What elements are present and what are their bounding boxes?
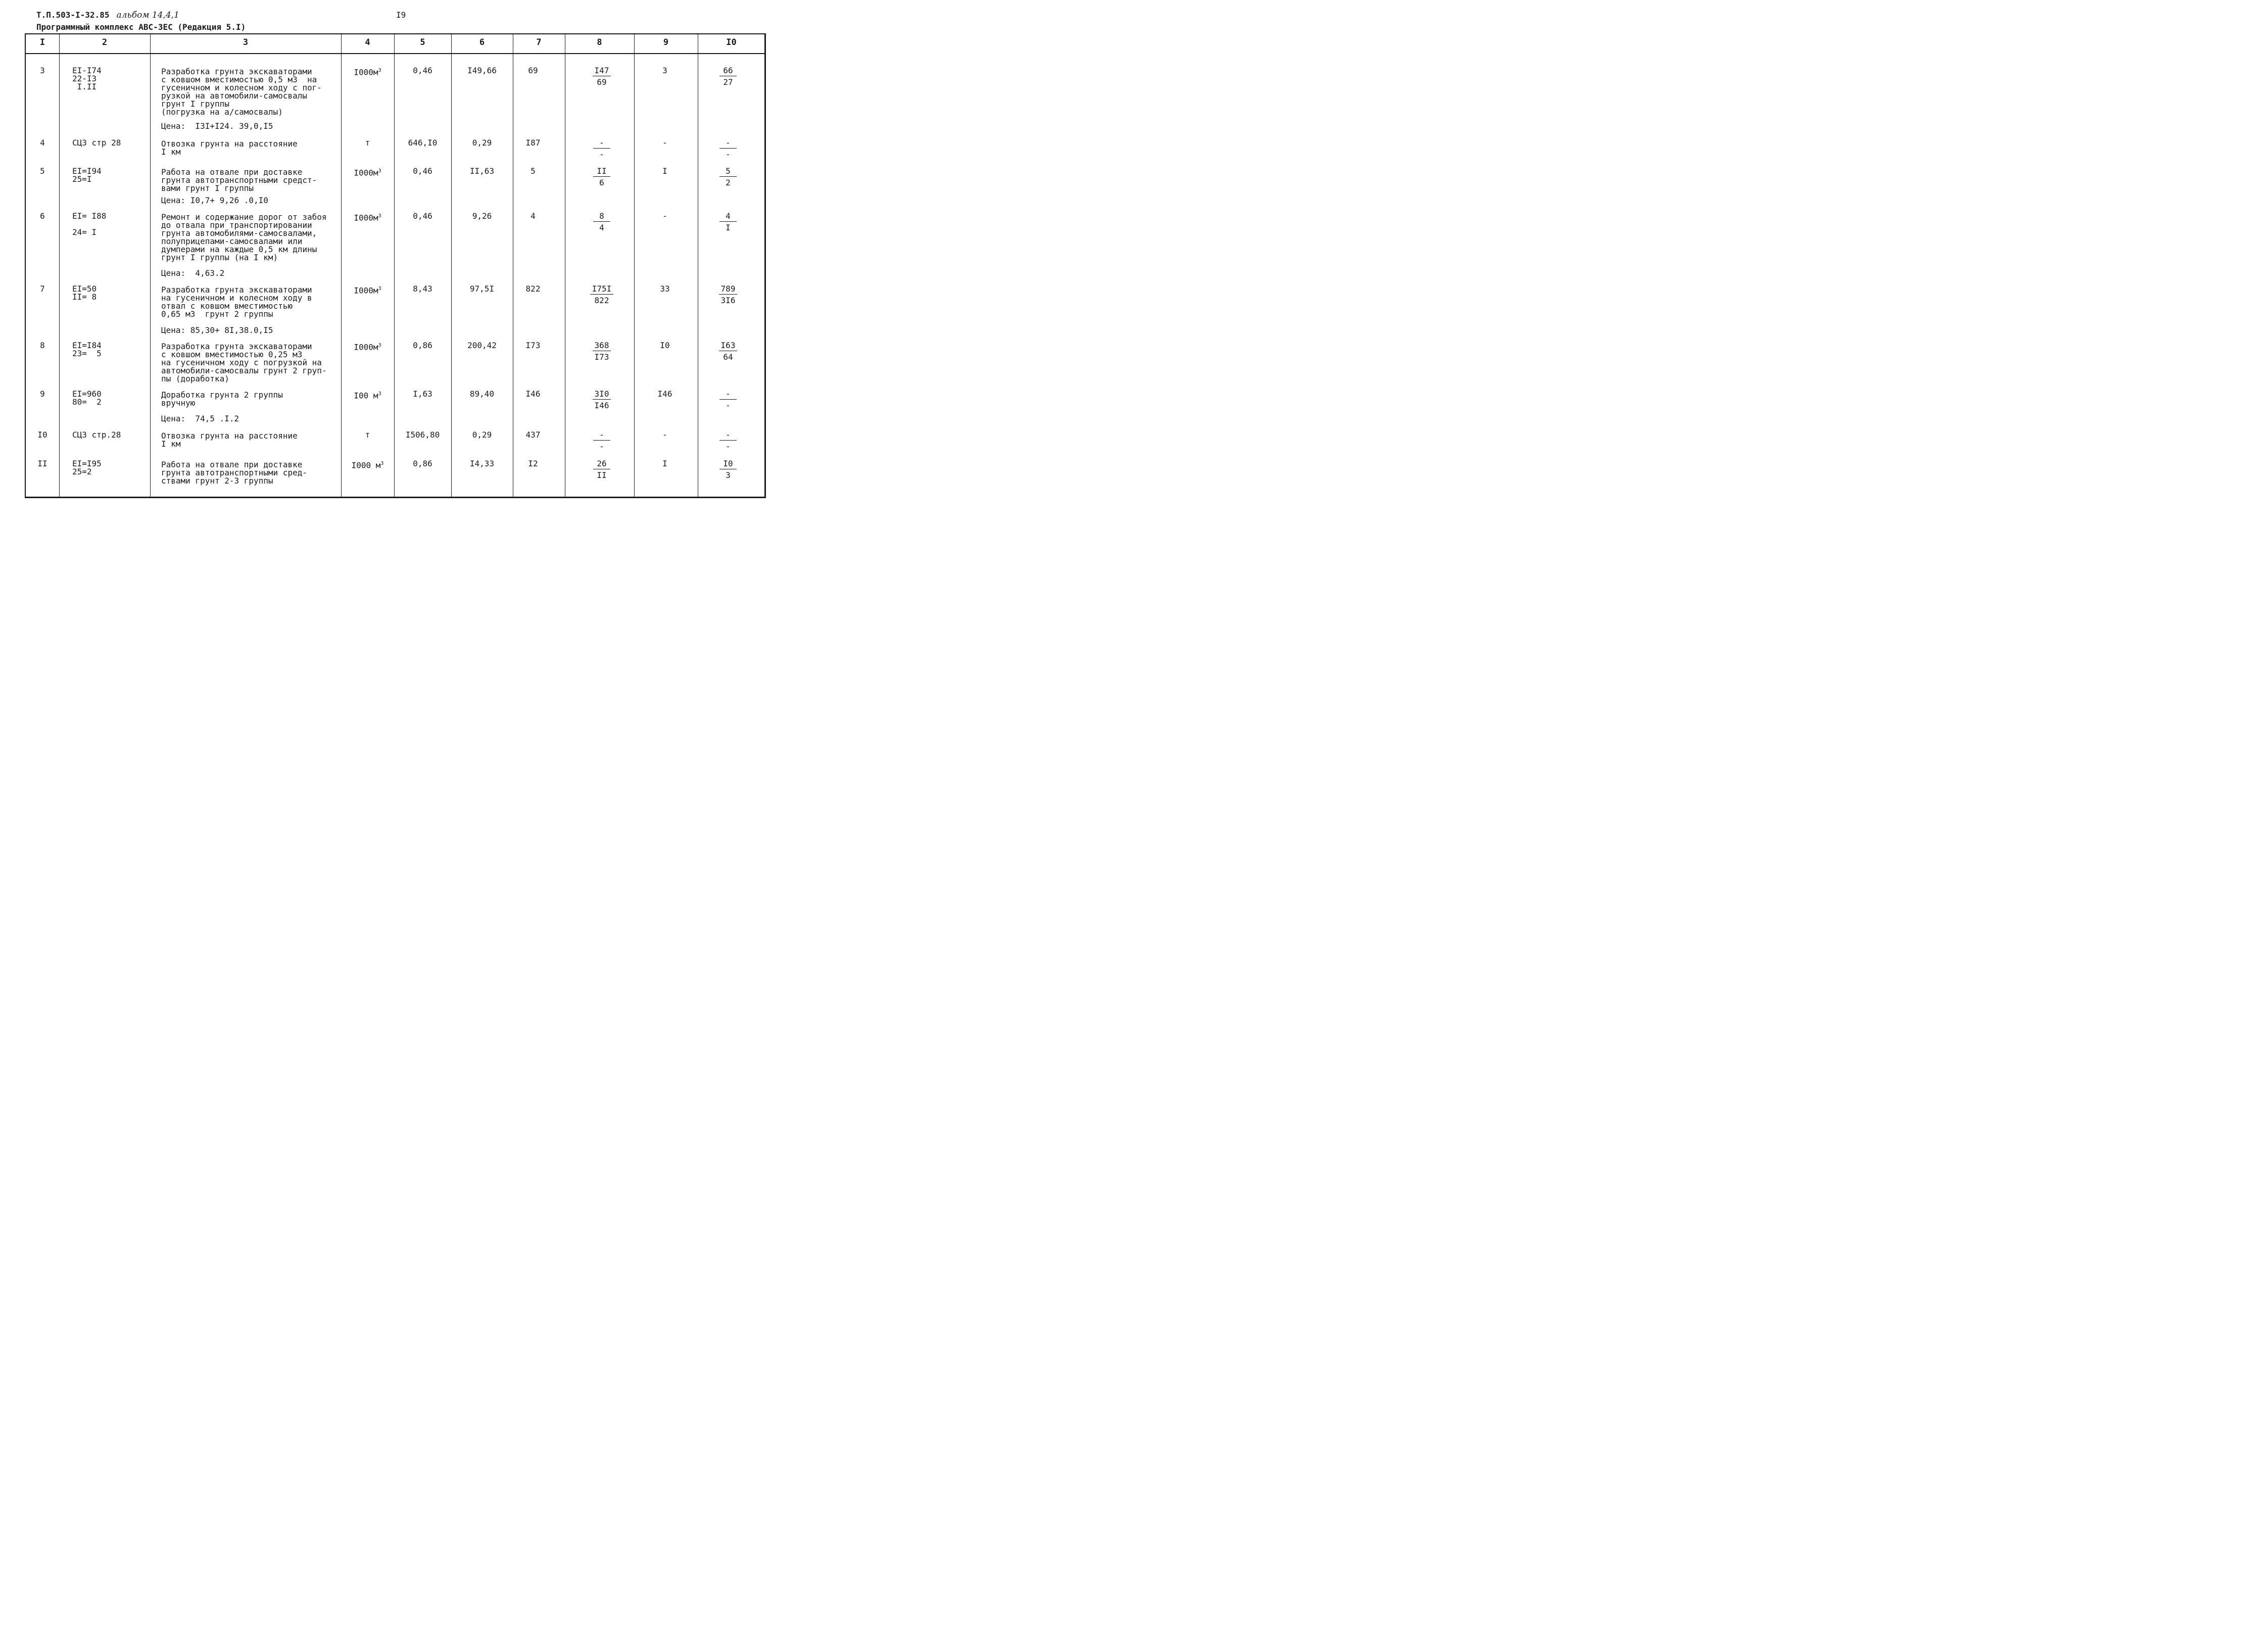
col8-value xyxy=(582,459,622,480)
row-number: 6 xyxy=(40,211,45,221)
total-cost: I87 xyxy=(525,138,541,148)
norm-code: EI=50 II= 8 xyxy=(72,284,97,302)
col8-value-denominator: 6 xyxy=(599,178,604,187)
col10-value-numerator: 4 xyxy=(719,212,737,222)
col10-value xyxy=(708,284,748,306)
total-cost: I73 xyxy=(525,341,541,350)
work-description: Работа на отвале при доставке грунта автотранспортными средст- вами грунт I группы xyxy=(161,167,317,193)
work-description: Отвозка грунта на расстояние I км xyxy=(161,139,298,157)
total-cost: 822 xyxy=(525,284,541,294)
unit-rate: 0,29 xyxy=(472,430,492,440)
total-cost: I2 xyxy=(528,459,538,468)
estimate-table xyxy=(25,33,766,498)
row-number: I0 xyxy=(37,430,47,440)
col10-value-denominator: - xyxy=(726,442,731,451)
unit-text: т xyxy=(365,430,370,440)
col8-value xyxy=(582,138,622,160)
doc-code-line xyxy=(36,10,179,20)
col10-value-denominator: 3 xyxy=(726,470,731,480)
price-formula: Цена: 85,30+ 8I,38.0,I5 xyxy=(161,325,273,335)
col9-value: I46 xyxy=(657,389,672,399)
quantity: 0,86 xyxy=(413,459,432,468)
row-number: 3 xyxy=(40,66,45,75)
quantity: I506,80 xyxy=(405,430,440,440)
col8-value-numerator: II xyxy=(593,167,610,177)
col10-value xyxy=(708,389,748,411)
col8-value-denominator: 69 xyxy=(597,77,607,87)
unit-exponent: 3 xyxy=(378,343,381,348)
unit-text: I000м xyxy=(354,285,378,296)
unit xyxy=(341,342,394,351)
unit-rate: 97,5I xyxy=(469,284,495,294)
col10-value xyxy=(708,138,748,160)
norm-code: EI=I95 25=2 xyxy=(72,459,102,476)
col8-value xyxy=(582,66,622,87)
unit-text: I000м xyxy=(354,67,378,77)
norm-code: СЦ3 стр.28 xyxy=(72,430,121,440)
col10-value-denominator: 27 xyxy=(723,77,733,87)
col10-value-numerator: - xyxy=(719,138,737,149)
col8-value xyxy=(582,430,622,452)
unit-text: I000 м xyxy=(351,460,381,470)
col10-value xyxy=(708,211,748,233)
column-header-5: 5 xyxy=(420,37,425,47)
col8-value xyxy=(582,389,622,411)
column-header-1: I xyxy=(39,37,45,47)
col10-value-numerator: I63 xyxy=(719,341,738,351)
unit-exponent: 3 xyxy=(380,461,384,466)
program-subtitle: Программный комплекс АВС-3ЕС (Редакция 5.I) xyxy=(36,22,246,32)
total-cost: 4 xyxy=(530,211,536,221)
unit-exponent: 3 xyxy=(378,168,381,174)
norm-code: EI=I84 23= 5 xyxy=(72,341,102,358)
unit-rate: I49,66 xyxy=(467,66,497,75)
total-cost: 69 xyxy=(528,66,538,75)
work-description: Разработка грунта экскаваторами с ковшом вместимостью 0,25 м3 на гусеничном ходу с погрузкой на автомобили-самосвалы грунт 2 груп- пы (доработка) xyxy=(161,342,327,383)
handwritten-note: альбом 14,4,1 xyxy=(116,10,179,20)
norm-code: EI=I94 25=I xyxy=(72,166,102,184)
col10-value-numerator: 66 xyxy=(719,66,737,76)
unit xyxy=(341,212,394,222)
unit xyxy=(341,139,394,147)
col10-value-numerator: - xyxy=(719,390,737,400)
col8-value-numerator: I75I xyxy=(590,284,614,295)
col9-value: - xyxy=(662,211,667,221)
col8-value-numerator: I47 xyxy=(593,66,611,76)
unit-exponent: 3 xyxy=(378,391,381,397)
col9-value: I xyxy=(662,459,667,468)
column-header-2: 2 xyxy=(102,37,108,47)
column-header-9: 9 xyxy=(663,37,669,47)
col8-value xyxy=(582,341,622,362)
col10-value-numerator: - xyxy=(719,430,737,441)
col9-value: - xyxy=(662,138,667,148)
norm-code: СЦ3 стр 28 xyxy=(72,138,121,148)
col10-value-denominator: 64 xyxy=(723,352,733,362)
unit xyxy=(341,460,394,469)
unit-text: I000м xyxy=(354,168,378,178)
col10-value xyxy=(708,430,748,452)
col8-value-denominator: - xyxy=(599,150,604,159)
col9-value: 3 xyxy=(662,66,667,75)
col10-value xyxy=(708,166,748,188)
price-formula: Цена: 74,5 .I.2 xyxy=(161,414,239,423)
unit xyxy=(341,390,394,400)
col9-value: - xyxy=(662,430,667,440)
unit-rate: 0,29 xyxy=(472,138,492,148)
unit xyxy=(341,431,394,439)
column-header-8: 8 xyxy=(597,37,602,47)
column-header-6: 6 xyxy=(479,37,485,47)
total-cost: I46 xyxy=(525,389,541,399)
col8-value-numerator: - xyxy=(593,138,610,149)
work-description: Отвозка грунта на расстояние I км xyxy=(161,431,298,449)
unit-rate: I4,33 xyxy=(469,459,495,468)
col8-value-numerator: 26 xyxy=(593,459,610,469)
work-description: Работа на отвале при доставке грунта автотранспортными сред- ствами грунт 2-3 группы xyxy=(161,460,307,486)
price-formula: Цена: I3I+I24. 39,0,I5 xyxy=(161,121,273,131)
col8-value-denominator: - xyxy=(599,442,604,451)
col9-value: I xyxy=(662,166,667,176)
total-cost: 5 xyxy=(530,166,536,176)
unit-text: I00 м xyxy=(354,391,378,401)
column-header-7: 7 xyxy=(536,37,542,47)
page-number: I9 xyxy=(396,10,406,20)
unit xyxy=(341,285,394,295)
col10-value xyxy=(708,459,748,480)
col10-value-denominator: - xyxy=(726,150,731,159)
col10-value-numerator: 789 xyxy=(719,284,738,295)
col10-value xyxy=(708,341,748,362)
col8-value xyxy=(582,284,622,306)
col8-value-numerator: 3I0 xyxy=(593,390,611,400)
col10-value-denominator: 3I6 xyxy=(720,296,736,305)
col8-value xyxy=(582,211,622,233)
row-number: 7 xyxy=(40,284,45,294)
row-number: II xyxy=(37,459,47,468)
doc-code: Т.П.503-I-32.85 xyxy=(36,10,110,20)
col10-value-denominator: 2 xyxy=(726,178,731,187)
col8-value xyxy=(582,166,622,188)
col8-value-denominator: 822 xyxy=(594,296,609,305)
unit-rate: 89,40 xyxy=(469,389,495,399)
col8-value-numerator: - xyxy=(593,430,610,441)
unit xyxy=(341,167,394,177)
row-number: 9 xyxy=(40,389,45,399)
row-number: 8 xyxy=(40,341,45,350)
col10-value-numerator: 5 xyxy=(719,167,737,177)
work-description: Разработка грунта экскаваторами с ковшом вместимостью 0,5 м3 на гусеничном и колесном ходу с пог- рузкой на автомобили-самосвалы грунт I группы (погрузка на а/самосвалы) xyxy=(161,67,322,117)
col9-value: I0 xyxy=(660,341,670,350)
col8-value-numerator: 8 xyxy=(593,212,610,222)
unit-text: I000м xyxy=(354,342,378,352)
column-header-3: 3 xyxy=(243,37,249,47)
row-number: 4 xyxy=(40,138,45,148)
row-number: 5 xyxy=(40,166,45,176)
norm-code: EI= I88 24= I xyxy=(72,211,107,237)
unit-rate: II,63 xyxy=(469,166,495,176)
unit-text: т xyxy=(365,138,370,148)
total-cost: 437 xyxy=(525,430,541,440)
column-header-10: I0 xyxy=(726,37,737,47)
work-description: Ремонт и содержание дорог от забоя до отвала при транспортировании грунта автомобилями-самосвалами, полуприцепами-самосвалами или думперами на каждые 0,5 км длины грунт I группы (на I км) xyxy=(161,212,327,262)
quantity: 0,46 xyxy=(413,166,432,176)
unit xyxy=(341,67,394,76)
work-description: Разработка грунта экскаваторами на гусеничном и колесном ходу в отвал с ковшом вместимостью 0,65 м3 грунт 2 группы xyxy=(161,285,312,319)
col10-value xyxy=(708,66,748,87)
norm-code: EI-I74 22-I3 I.II xyxy=(72,66,102,91)
norm-code: EI=960 80= 2 xyxy=(72,389,102,407)
quantity: 8,43 xyxy=(413,284,432,294)
col10-value-numerator: I0 xyxy=(719,459,737,469)
col8-value-numerator: 368 xyxy=(593,341,611,351)
unit-exponent: 3 xyxy=(378,68,381,73)
column-header-4: 4 xyxy=(365,37,370,47)
quantity: 0,46 xyxy=(413,211,432,221)
price-formula: Цена: 4,63.2 xyxy=(161,268,225,278)
col8-value-denominator: I73 xyxy=(594,352,609,362)
unit-exponent: 3 xyxy=(378,286,381,292)
col8-value-denominator: I46 xyxy=(594,401,609,410)
unit-rate: 200,42 xyxy=(467,341,497,350)
quantity: I,63 xyxy=(413,389,432,399)
col8-value-denominator: II xyxy=(597,470,607,480)
quantity: 0,46 xyxy=(413,66,432,75)
col10-value-denominator: I xyxy=(726,223,731,232)
col8-value-denominator: 4 xyxy=(599,223,604,232)
quantity: 646,I0 xyxy=(408,138,438,148)
quantity: 0,86 xyxy=(413,341,432,350)
unit-text: I000м xyxy=(354,213,378,223)
price-formula: Цена: I0,7+ 9,26 .0,I0 xyxy=(161,196,268,205)
work-description: Доработка грунта 2 группы вручную xyxy=(161,390,283,408)
unit-exponent: 3 xyxy=(378,213,381,219)
col9-value: 33 xyxy=(660,284,670,294)
col10-value-denominator: - xyxy=(726,401,731,410)
unit-rate: 9,26 xyxy=(472,211,492,221)
